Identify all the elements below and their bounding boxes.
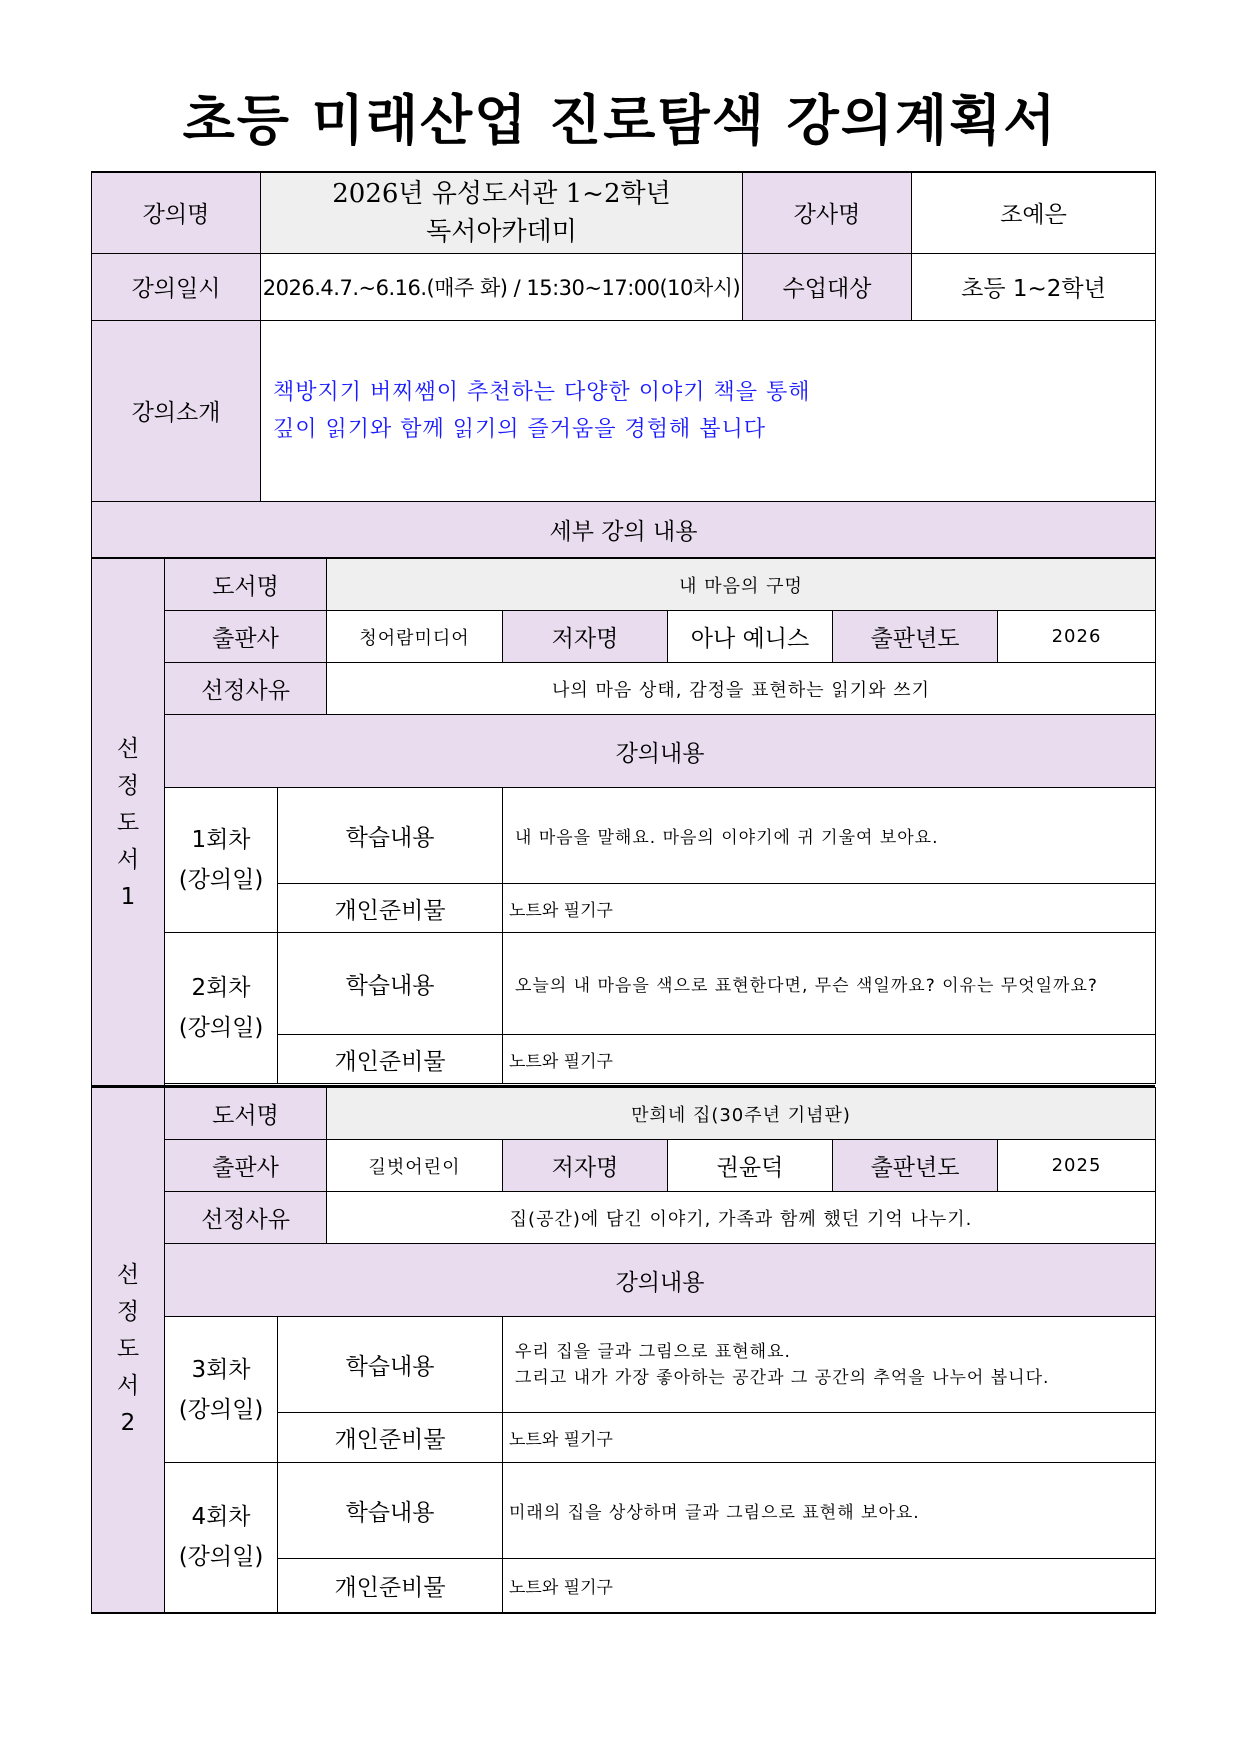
intro-value <box>261 320 1156 501</box>
book-separator <box>91 1085 1155 1087</box>
target-value: 초등 1~2학년 <box>912 253 1156 320</box>
instructor-value: 조예은 <box>912 172 1156 253</box>
session-3-learning: 우리 집을 글과 그림으로 표현해요. 그리고 내가 가장 좋아하는 공간과 그 공간의 추억을 나누어 봅니다. <box>503 1317 1156 1413</box>
book-1-year-label: 출판년도 <box>833 611 998 663</box>
course-name-line2: 독서아카데미 <box>426 216 577 247</box>
session-1-learning: 내 마음을 말해요. 마음의 이야기에 귀 기울여 보아요. <box>503 788 1156 884</box>
book-2-side-label: 선 정 도 서 2 <box>92 1088 165 1613</box>
book-1-content-heading: 강의내용 <box>165 715 1156 788</box>
book-2-title-label: 도서명 <box>165 1088 327 1140</box>
book-1-reason-label: 선정사유 <box>165 663 327 715</box>
book-2-author: 권윤덕 <box>668 1140 833 1192</box>
session-4-prep-label: 개인준비물 <box>278 1559 503 1613</box>
session-2-prep: 노트와 필기구 <box>503 1035 1156 1084</box>
course-info-table <box>91 171 1156 558</box>
session-3-learning-label: 학습내용 <box>278 1317 503 1413</box>
book-1-author: 아나 예니스 <box>668 611 833 663</box>
session-4-round: 4회차 (강의일) <box>165 1463 278 1613</box>
session-3-prep: 노트와 필기구 <box>503 1413 1156 1463</box>
book-2-author-label: 저자명 <box>503 1140 668 1192</box>
schedule-label: 강의일시 <box>92 253 261 320</box>
book-1-publisher: 청어람미디어 <box>327 611 503 663</box>
book-2-title: 만희네 집(30주년 기념판) <box>327 1088 1156 1140</box>
book-1-publisher-label: 출판사 <box>165 611 327 663</box>
detail-heading: 세부 강의 내용 <box>92 501 1156 557</box>
session-1-prep: 노트와 필기구 <box>503 884 1156 933</box>
book-2-year: 2025 <box>998 1140 1156 1192</box>
book-1-author-label: 저자명 <box>503 611 668 663</box>
session-2-learning: 오늘의 내 마음을 색으로 표현한다면, 무슨 색일까요? 이유는 무엇일까요? <box>503 933 1156 1035</box>
session-3-round: 3회차 (강의일) <box>165 1317 278 1463</box>
book-2-reason-label: 선정사유 <box>165 1192 327 1244</box>
book-1-year: 2026 <box>998 611 1156 663</box>
book-2-year-label: 출판년도 <box>833 1140 998 1192</box>
session-2-round: 2회차 (강의일) <box>165 933 278 1084</box>
session-4-prep: 노트와 필기구 <box>503 1559 1156 1613</box>
book-2-content-heading: 강의내용 <box>165 1244 1156 1317</box>
book-2-reason: 집(공간)에 담긴 이야기, 가족과 함께 했던 기억 나누기. <box>327 1192 1156 1244</box>
book-2-publisher-label: 출판사 <box>165 1140 327 1192</box>
session-3-prep-label: 개인준비물 <box>278 1413 503 1463</box>
book-1-title: 내 마음의 구멍 <box>327 559 1156 611</box>
book-1-title-label: 도서명 <box>165 559 327 611</box>
session-1-learning-label: 학습내용 <box>278 788 503 884</box>
book-1-side-label: 선 정 도 서 1 <box>92 559 165 1088</box>
book-2-publisher: 길벗어린이 <box>327 1140 503 1192</box>
session-2-prep-label: 개인준비물 <box>278 1035 503 1084</box>
course-name-value <box>261 172 743 253</box>
session-1-round: 1회차 (강의일) <box>165 788 278 933</box>
page-title: 초등 미래산업 진로탐색 강의계획서 <box>182 89 1058 152</box>
book-2-table <box>91 1087 1156 1614</box>
schedule-value: 2026.4.7.~6.16.(매주 화) / 15:30~17:00(10차시) <box>261 253 743 320</box>
course-name-line1: 2026년 유성도서관 1~2학년 <box>332 178 671 209</box>
target-label: 수업대상 <box>743 253 912 320</box>
instructor-label: 강사명 <box>743 172 912 253</box>
session-4-learning-label: 학습내용 <box>278 1463 503 1559</box>
intro-line2: 깊이 읽기와 함께 읽기의 즐거움을 경험해 봅니다 <box>273 416 767 442</box>
intro-line1: 책방지기 버찌쌤이 추천하는 다양한 이야기 책을 통해 <box>273 379 811 405</box>
book-1-table <box>91 558 1156 1088</box>
course-name-label: 강의명 <box>92 172 261 253</box>
intro-label: 강의소개 <box>92 320 261 501</box>
session-2-learning-label: 학습내용 <box>278 933 503 1035</box>
session-4-learning: 미래의 집을 상상하며 글과 그림으로 표현해 보아요. <box>503 1463 1156 1559</box>
book-1-reason: 나의 마음 상태, 감정을 표현하는 읽기와 쓰기 <box>327 663 1156 715</box>
session-1-prep-label: 개인준비물 <box>278 884 503 933</box>
